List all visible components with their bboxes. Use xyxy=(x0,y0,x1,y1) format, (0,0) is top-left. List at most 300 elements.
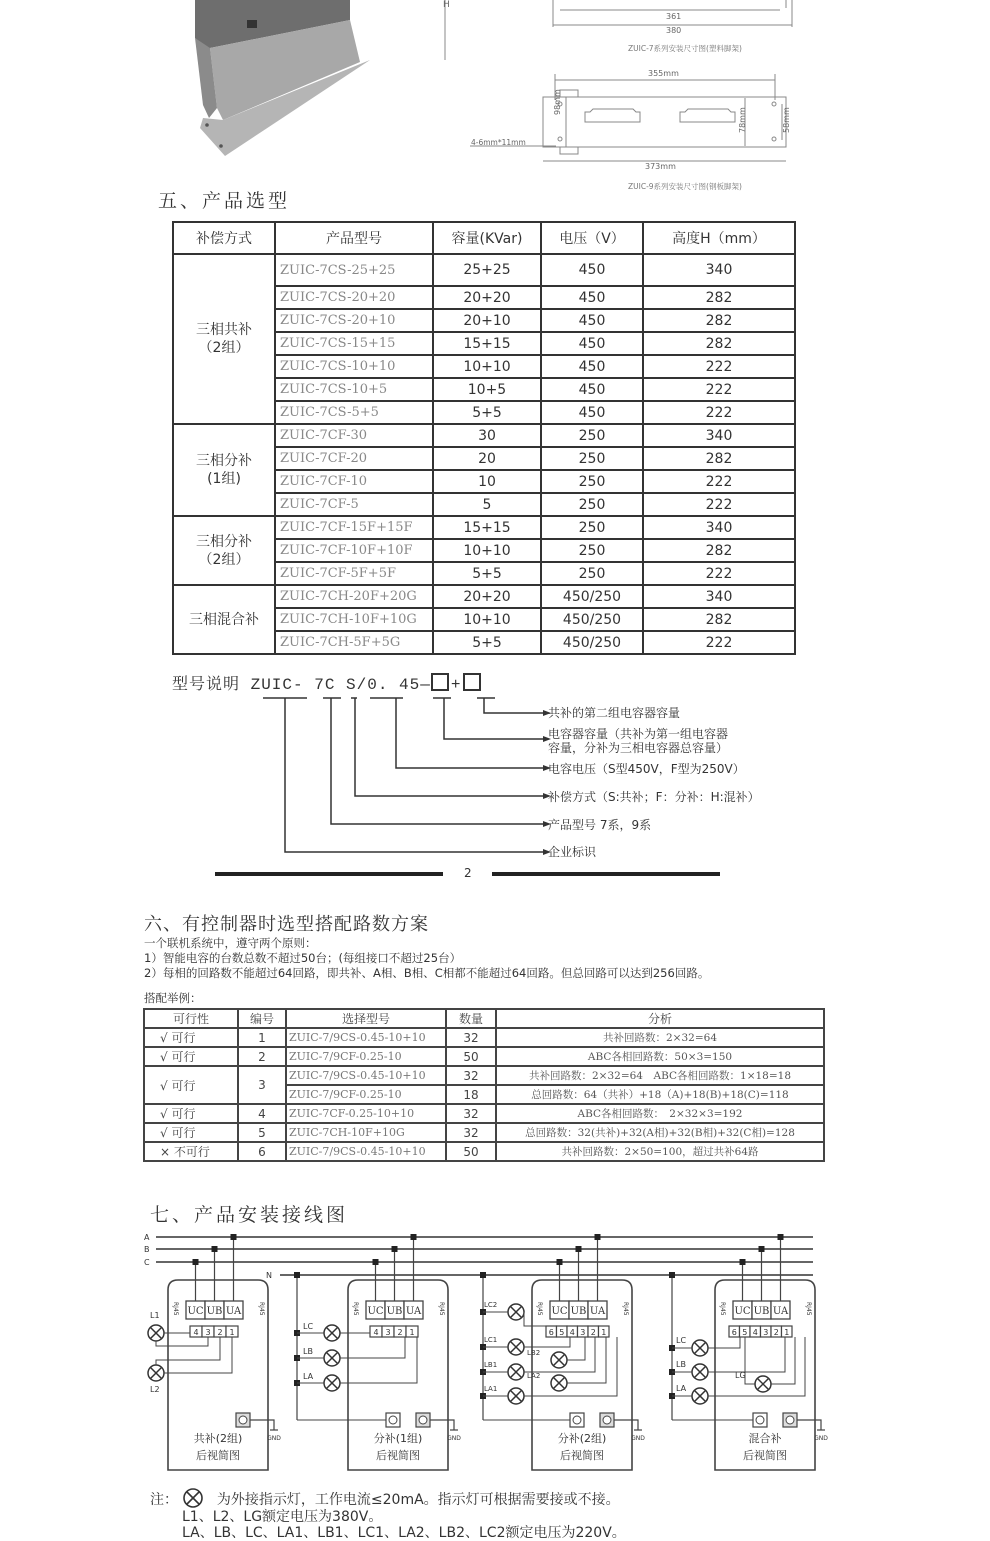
number-cell: 1 xyxy=(238,1028,286,1047)
junction-dot xyxy=(557,1259,563,1265)
indicator-lamp-icon xyxy=(508,1304,524,1320)
unit-view-label: 后视简图 xyxy=(743,1449,787,1462)
placeholder-box-2 xyxy=(463,673,481,691)
voltage-cell: 450 xyxy=(541,355,643,378)
page-number: 2 xyxy=(464,866,472,880)
model-cell: ZUIC-7CF-20 xyxy=(275,447,433,470)
dimension-drawing-zuic7 xyxy=(400,0,850,60)
model-cell: ZUIC-7CS-20+10 xyxy=(275,309,433,332)
ground-terminal-icon xyxy=(419,1416,427,1424)
unit-type-label: 混合补 xyxy=(748,1432,782,1445)
indicator-lamp-icon xyxy=(508,1364,524,1380)
height-dim-label: H xyxy=(443,0,450,10)
terminal-label: UA xyxy=(772,1306,789,1317)
bus-label-A: A xyxy=(144,1233,150,1242)
indicator-lamp-icon xyxy=(551,1352,567,1368)
pin-label: 2 xyxy=(217,1328,223,1337)
feasibility-cell: √ 可行 xyxy=(144,1104,238,1123)
height-cell: 282 xyxy=(643,608,795,631)
rule-1: 1）智能电容的台数总数不超过50台；(每组接口不超过25台） xyxy=(144,951,462,965)
dimension-drawing-zuic9 xyxy=(470,66,800,166)
note-prefix: 注： xyxy=(150,1492,178,1508)
pin-label: 3 xyxy=(580,1328,586,1337)
voltage-cell: 250 xyxy=(541,539,643,562)
voltage-cell: 250 xyxy=(541,493,643,516)
rj45-label: RJ45 xyxy=(438,1302,445,1316)
lamp-wire xyxy=(708,1337,740,1348)
quantity-cell: 32 xyxy=(446,1066,496,1085)
capacity-cell: 10+10 xyxy=(433,355,541,378)
model-cell: ZUIC-7CF-10 xyxy=(275,470,433,493)
model-cell: ZUIC-7CH-10F+10G xyxy=(275,608,433,631)
model-desc-text: 型号说明 ZUIC- 7C S/0. 45— xyxy=(172,676,431,694)
note-line-1: 为外接指示灯，工作电流≤20mA。指示灯可根据需要接或不接。 xyxy=(216,1492,620,1508)
lamp-label: LA2 xyxy=(527,1372,541,1380)
capacity-cell: 20+20 xyxy=(433,286,541,309)
height-cell: 282 xyxy=(643,332,795,355)
analysis-cell: 总回路数：64（共补）+18（A)+18(B)+18(C)=118 xyxy=(496,1085,824,1104)
height-cell: 222 xyxy=(643,378,795,401)
dim-98-label: 98mm xyxy=(553,89,562,115)
product-selection-table xyxy=(172,221,796,655)
voltage-cell: 450/250 xyxy=(541,631,643,654)
voltage-cell: 450 xyxy=(541,332,643,355)
table-row xyxy=(144,1142,824,1161)
terminal-label: UC xyxy=(187,1306,204,1317)
group-count: （2组） xyxy=(198,340,250,356)
terminal-label: UA xyxy=(405,1306,422,1317)
table-row xyxy=(144,1047,824,1066)
model-cell: ZUIC-7CF-0.25-10+10 xyxy=(286,1104,446,1123)
voltage-cell: 450 xyxy=(541,309,643,332)
junction-dot xyxy=(759,1246,765,1252)
capacity-cell: 5+5 xyxy=(433,631,541,654)
voltage-cell: 250 xyxy=(541,424,643,447)
lamp-label: L1 xyxy=(150,1311,160,1320)
number-cell: 6 xyxy=(238,1142,286,1161)
col-header: 数量 xyxy=(446,1009,496,1028)
pin-label: 2 xyxy=(773,1328,779,1337)
terminal-label: UC xyxy=(367,1306,384,1317)
ground-wire xyxy=(797,1420,821,1430)
pin-label: 3 xyxy=(205,1328,211,1337)
ground-terminal-icon xyxy=(239,1416,247,1424)
voltage-cell: 250 xyxy=(541,562,643,585)
analysis-cell: 总回路数：32(共补)+32(A相)+32(B相)+32(C相)=128 xyxy=(496,1123,824,1142)
table-row xyxy=(144,1028,824,1047)
voltage-cell: 250 xyxy=(541,447,643,470)
pin-label: 4 xyxy=(752,1328,758,1337)
capacity-cell: 10+5 xyxy=(433,378,541,401)
junction-dot xyxy=(212,1246,218,1252)
model-cell: ZUIC-7CF-5F+5F xyxy=(275,562,433,585)
terminal-label: UC xyxy=(734,1306,751,1317)
number-cell: 5 xyxy=(238,1123,286,1142)
indicator-lamp-icon xyxy=(182,1487,204,1509)
analysis-cell: 共补回路数：2×32=64 xyxy=(496,1028,824,1047)
number-cell: 2 xyxy=(238,1047,286,1066)
voltage-cell: 450 xyxy=(541,286,643,309)
analysis-cell: ABC各相回路数：50×3=150 xyxy=(496,1047,824,1066)
voltage-cell: 450 xyxy=(541,378,643,401)
voltage-cell: 450 xyxy=(541,254,643,286)
height-cell: 222 xyxy=(643,355,795,378)
plus-sign: + xyxy=(450,676,462,694)
height-cell: 282 xyxy=(643,286,795,309)
voltage-cell: 250 xyxy=(541,470,643,493)
col-header: 选择型号 xyxy=(286,1009,446,1028)
compensation-group-cell xyxy=(173,516,275,585)
ground-wire xyxy=(614,1420,638,1430)
dim-78-label: 78mm xyxy=(738,107,747,133)
table-row xyxy=(173,516,795,539)
lamp-label: LC xyxy=(303,1322,314,1331)
rules-intro: 一个联机系统中，遵守两个原则： xyxy=(144,936,317,950)
group-count: （2组） xyxy=(198,551,250,568)
pin-label: 4 xyxy=(569,1328,575,1337)
terminal-label: UB xyxy=(206,1306,223,1317)
legend-voltage: 电容电压（S型450V，F型为250V） xyxy=(548,762,745,776)
model-cell: ZUIC-7CF-15F+15F xyxy=(275,516,433,539)
table-header-row xyxy=(144,1009,824,1028)
feasibility-cell: √ 可行 xyxy=(144,1066,238,1104)
capacity-cell: 15+15 xyxy=(433,516,541,539)
junction-dot xyxy=(778,1234,784,1240)
gnd-label: GND xyxy=(267,1435,281,1442)
feasibility-cell: √ 可行 xyxy=(144,1047,238,1066)
table-row xyxy=(144,1104,824,1123)
col-header: 容量(KVar) xyxy=(433,222,541,254)
legend-compensation-mode: 补偿方式（S:共补；F：分补：H:混补） xyxy=(548,790,760,804)
model-cell: ZUIC-7CF-30 xyxy=(275,424,433,447)
indicator-lamp-icon xyxy=(324,1325,340,1341)
indicator-lamp-icon xyxy=(692,1388,708,1404)
pin-label: 6 xyxy=(731,1328,737,1337)
col-header: 分析 xyxy=(496,1009,824,1028)
dim-inner-label: 361 xyxy=(666,12,682,21)
lamp-label: LB xyxy=(303,1347,313,1356)
model-cell: ZUIC-7CS-10+10 xyxy=(275,355,433,378)
compensation-group-cell xyxy=(173,424,275,516)
model-cell: ZUIC-7CF-5 xyxy=(275,493,433,516)
unit-type-label: 分补(1组) xyxy=(373,1432,423,1445)
indicator-lamp-icon xyxy=(324,1350,340,1366)
drawing-caption-zuic7: ZUIC-7系列安装尺寸图(塑料脚架) xyxy=(628,44,742,53)
terminal-label: UC xyxy=(551,1306,568,1317)
lamp-label: LG xyxy=(735,1371,746,1380)
neutral-terminal-icon xyxy=(389,1416,397,1424)
group-name: 三相分补 xyxy=(196,453,252,469)
group-count: (1组) xyxy=(207,471,241,487)
model-cell: ZUIC-7/9CS-0.45-10+10 xyxy=(286,1028,446,1047)
table-row xyxy=(173,254,795,286)
ground-wire xyxy=(250,1420,274,1430)
wiring-diagram xyxy=(140,1230,840,1475)
quantity-cell: 50 xyxy=(446,1142,496,1161)
unit-type-label: 分补(2组) xyxy=(557,1432,607,1445)
bus-label-B: B xyxy=(144,1245,150,1254)
analysis-cell: ABC各相回路数： 2×32×3=192 xyxy=(496,1104,824,1123)
lamp-label: LB xyxy=(676,1360,686,1369)
model-cell: ZUIC-7CH-5F+5G xyxy=(275,631,433,654)
height-cell: 340 xyxy=(643,516,795,539)
section7-title: 七、产品安装接线图 xyxy=(150,1204,349,1226)
junction-dot xyxy=(669,1272,675,1278)
lamp-label: LA xyxy=(676,1384,687,1393)
quantity-cell: 18 xyxy=(446,1085,496,1104)
rj45-label: RJ45 xyxy=(622,1302,629,1316)
height-cell: 340 xyxy=(643,585,795,608)
model-cell: ZUIC-7CF-10F+10F xyxy=(275,539,433,562)
height-cell: 222 xyxy=(643,470,795,493)
model-cell: ZUIC-7CS-10+5 xyxy=(275,378,433,401)
group-name: 三相混合补 xyxy=(189,611,259,628)
legend-capacity-line2: 容量，分补为三相电容器总容量） xyxy=(548,741,729,755)
junction-dot xyxy=(193,1259,199,1265)
number-cell: 3 xyxy=(238,1066,286,1104)
model-cell: ZUIC-7CS-5+5 xyxy=(275,401,433,424)
capacity-cell: 20+20 xyxy=(433,585,541,608)
height-cell: 282 xyxy=(643,539,795,562)
col-header: 电压（V） xyxy=(541,222,643,254)
height-cell: 340 xyxy=(643,254,795,286)
dim-outer-label: 380 xyxy=(666,26,682,35)
pin-label: 1 xyxy=(601,1328,607,1337)
gnd-label: GND xyxy=(447,1435,461,1442)
lamp-wire xyxy=(340,1337,405,1358)
lamp-label: LC1 xyxy=(484,1336,498,1344)
indicator-lamp-icon xyxy=(692,1340,708,1356)
rj45-label: RJ45 xyxy=(258,1302,265,1316)
capacity-cell: 15+15 xyxy=(433,332,541,355)
terminal-label: UB xyxy=(570,1306,587,1317)
page-divider-right xyxy=(492,872,720,876)
dim-58-label: 58mm xyxy=(782,107,791,133)
height-cell: 222 xyxy=(643,631,795,654)
section5-title: 五、产品选型 xyxy=(158,190,291,212)
placeholder-box-1 xyxy=(431,673,449,691)
model-cell: ZUIC-7CS-15+15 xyxy=(275,332,433,355)
junction-dot xyxy=(576,1246,582,1252)
legend-product-series: 产品型号 7系，9系 xyxy=(548,818,652,832)
legend-company-id: 企业标识 xyxy=(548,845,597,859)
compensation-group-cell xyxy=(173,585,275,654)
pin-label: 1 xyxy=(409,1328,415,1337)
model-cell: ZUIC-7/9CS-0.45-10+10 xyxy=(286,1066,446,1085)
indicator-lamp-icon xyxy=(324,1375,340,1391)
lamp-wire xyxy=(745,1337,755,1384)
indicator-lamp-icon xyxy=(148,1325,164,1341)
model-cell: ZUIC-7CS-25+25 xyxy=(275,254,433,286)
lamp-label: LA1 xyxy=(484,1385,498,1393)
indicator-lamp-icon xyxy=(508,1339,524,1355)
capacity-cell: 20 xyxy=(433,447,541,470)
indicator-lamp-icon xyxy=(551,1375,567,1391)
lamp-wire xyxy=(708,1337,785,1372)
note-line-3: LA、LB、LC、LA1、LB1、LC1、LA2、LB2、LC2额定电压为220V。 xyxy=(182,1525,626,1541)
capacity-cell: 20+10 xyxy=(433,309,541,332)
lamp-wire xyxy=(771,1337,795,1384)
lamp-label: LC xyxy=(676,1336,687,1345)
indicator-lamp-icon xyxy=(755,1376,771,1392)
indicator-lamp-icon xyxy=(508,1388,524,1404)
neutral-terminal-icon xyxy=(573,1416,581,1424)
col-header: 编号 xyxy=(238,1009,286,1028)
note-line-2: L1、L2、LG额定电压为380V。 xyxy=(182,1509,383,1525)
junction-dot xyxy=(595,1234,601,1240)
indicator-lamp-icon xyxy=(148,1365,164,1381)
lamp-wire xyxy=(156,1337,208,1346)
pin-label: 3 xyxy=(385,1328,391,1337)
number-cell: 4 xyxy=(238,1104,286,1123)
gnd-label: GND xyxy=(814,1435,828,1442)
pin-label: 4 xyxy=(373,1328,379,1337)
lamp-label: LB2 xyxy=(527,1349,541,1357)
voltage-cell: 450/250 xyxy=(541,608,643,631)
section6 xyxy=(144,910,709,1006)
quantity-cell: 32 xyxy=(446,1123,496,1142)
legend-capacity-line1: 电容器容量（共补为第一组电容器 xyxy=(548,727,729,741)
lamp-label: LB1 xyxy=(484,1361,498,1369)
table-row xyxy=(144,1123,824,1142)
lamp-wire xyxy=(524,1337,570,1347)
unit-view-label: 后视简图 xyxy=(376,1449,420,1462)
neutral-terminal-icon xyxy=(756,1416,764,1424)
pin-label: 1 xyxy=(229,1328,235,1337)
terminal-label: UA xyxy=(225,1306,242,1317)
capacity-cell: 10+10 xyxy=(433,608,541,631)
pin-label: 2 xyxy=(397,1328,403,1337)
model-cell: ZUIC-7CH-20F+20G xyxy=(275,585,433,608)
model-cell: ZUIC-7/9CF-0.25-10 xyxy=(286,1085,446,1104)
feasibility-cell: √ 可行 xyxy=(144,1028,238,1047)
pin-label: 6 xyxy=(548,1328,554,1337)
lamp-wire xyxy=(156,1337,220,1365)
analysis-cell: 共补回路数：2×50=100，超过共补64路 xyxy=(496,1142,824,1161)
analysis-cell: 共补回路数：2×32=64 ABC各相回路数：1×18=18 xyxy=(496,1066,824,1085)
gnd-label: GND xyxy=(631,1435,645,1442)
voltage-cell: 450/250 xyxy=(541,585,643,608)
junction-dot xyxy=(392,1246,398,1252)
ground-terminal-icon xyxy=(786,1416,794,1424)
lamp-label: LC2 xyxy=(484,1301,498,1309)
height-cell: 340 xyxy=(643,424,795,447)
terminal-label: UB xyxy=(386,1306,403,1317)
capacity-cell: 5+5 xyxy=(433,562,541,585)
pin-label: 4 xyxy=(193,1328,199,1337)
quantity-cell: 50 xyxy=(446,1047,496,1066)
table-row xyxy=(144,1066,824,1085)
unit-view-label: 后视简图 xyxy=(196,1449,240,1462)
hole-dim-label: 4-6mm*11mm xyxy=(471,138,526,147)
lamp-wire xyxy=(164,1337,232,1373)
rj45-label: RJ45 xyxy=(719,1302,726,1316)
col-header: 补偿方式 xyxy=(173,222,275,254)
pin-label: 3 xyxy=(763,1328,769,1337)
indicator-lamp-icon xyxy=(692,1364,708,1380)
dim-373-label: 373mm xyxy=(645,162,676,171)
quantity-cell: 32 xyxy=(446,1028,496,1047)
model-desc-title xyxy=(172,671,481,694)
voltage-cell: 450 xyxy=(541,401,643,424)
height-cell: 222 xyxy=(643,562,795,585)
col-header: 产品型号 xyxy=(275,222,433,254)
rj45-label: RJ45 xyxy=(352,1302,359,1316)
terminal-label: UB xyxy=(753,1306,770,1317)
col-header: 高度H（mm） xyxy=(643,222,795,254)
rule-2: 2）每相的回路数不能超过64回路，即共补、A相、B相、C相都不能超过64回路。但总回路可以达到256回路。 xyxy=(144,966,710,980)
junction-dot xyxy=(480,1272,486,1278)
height-cell: 222 xyxy=(643,493,795,516)
table-row xyxy=(173,585,795,608)
example-label: 搭配举例： xyxy=(144,991,202,1005)
pin-label: 5 xyxy=(559,1328,565,1337)
ground-wire xyxy=(430,1420,454,1430)
rj45-label: RJ45 xyxy=(805,1302,812,1316)
junction-dot xyxy=(231,1234,237,1240)
ground-terminal-icon xyxy=(603,1416,611,1424)
bus-label-C: C xyxy=(144,1258,150,1267)
matching-example-table xyxy=(143,1008,825,1162)
junction-dot xyxy=(740,1259,746,1265)
model-cell: ZUIC-7CH-10F+10G xyxy=(286,1123,446,1142)
legend-second-group-capacity: 共补的第二组电容器容量 xyxy=(548,706,681,720)
rj45-label: RJ45 xyxy=(172,1302,179,1316)
junction-dot xyxy=(373,1259,379,1265)
model-cell: ZUIC-7/9CF-0.25-10 xyxy=(286,1047,446,1066)
model-cell: ZUIC-7CS-20+20 xyxy=(275,286,433,309)
model-desc-leader-lines xyxy=(255,695,555,860)
unit-view-label: 后视简图 xyxy=(560,1449,604,1462)
pin-label: 2 xyxy=(590,1328,596,1337)
section6-title: 六、有控制器时选型搭配路数方案 xyxy=(144,914,429,935)
junction-dot xyxy=(294,1272,300,1278)
capacity-cell: 5+5 xyxy=(433,401,541,424)
unit-type-label: 共补(2组) xyxy=(193,1432,243,1445)
capacity-cell: 10 xyxy=(433,470,541,493)
product-photo xyxy=(195,0,370,160)
lamp-label: LA xyxy=(303,1372,314,1381)
height-cell: 282 xyxy=(643,447,795,470)
feasibility-cell: × 不可行 xyxy=(144,1142,238,1161)
height-cell: 282 xyxy=(643,309,795,332)
junction-dot xyxy=(411,1234,417,1240)
height-cell: 222 xyxy=(643,401,795,424)
pin-label: 1 xyxy=(784,1328,790,1337)
lamp-label: L2 xyxy=(150,1385,160,1394)
dim-355-label: 355mm xyxy=(648,69,679,78)
table-row xyxy=(173,424,795,447)
model-cell: ZUIC-7/9CS-0.45-10+10 xyxy=(286,1142,446,1161)
terminal-label: UA xyxy=(589,1306,606,1317)
capacity-cell: 25+25 xyxy=(433,254,541,286)
page-divider-left xyxy=(215,872,443,876)
feasibility-cell: √ 可行 xyxy=(144,1123,238,1142)
col-header: 可行性 xyxy=(144,1009,238,1028)
quantity-cell: 32 xyxy=(446,1104,496,1123)
group-name: 三相分补 xyxy=(196,533,252,550)
capacity-cell: 10+10 xyxy=(433,539,541,562)
bus-label-N: N xyxy=(266,1271,272,1280)
compensation-group-cell xyxy=(173,254,275,424)
capacity-cell: 5 xyxy=(433,493,541,516)
voltage-cell: 250 xyxy=(541,516,643,539)
pin-label: 5 xyxy=(742,1328,748,1337)
capacity-cell: 30 xyxy=(433,424,541,447)
drawing-caption-zuic9: ZUIC-9系列安装尺寸图(钢板脚架) xyxy=(628,182,742,191)
group-name: 三相共补 xyxy=(196,322,252,338)
table-header-row xyxy=(173,222,795,254)
